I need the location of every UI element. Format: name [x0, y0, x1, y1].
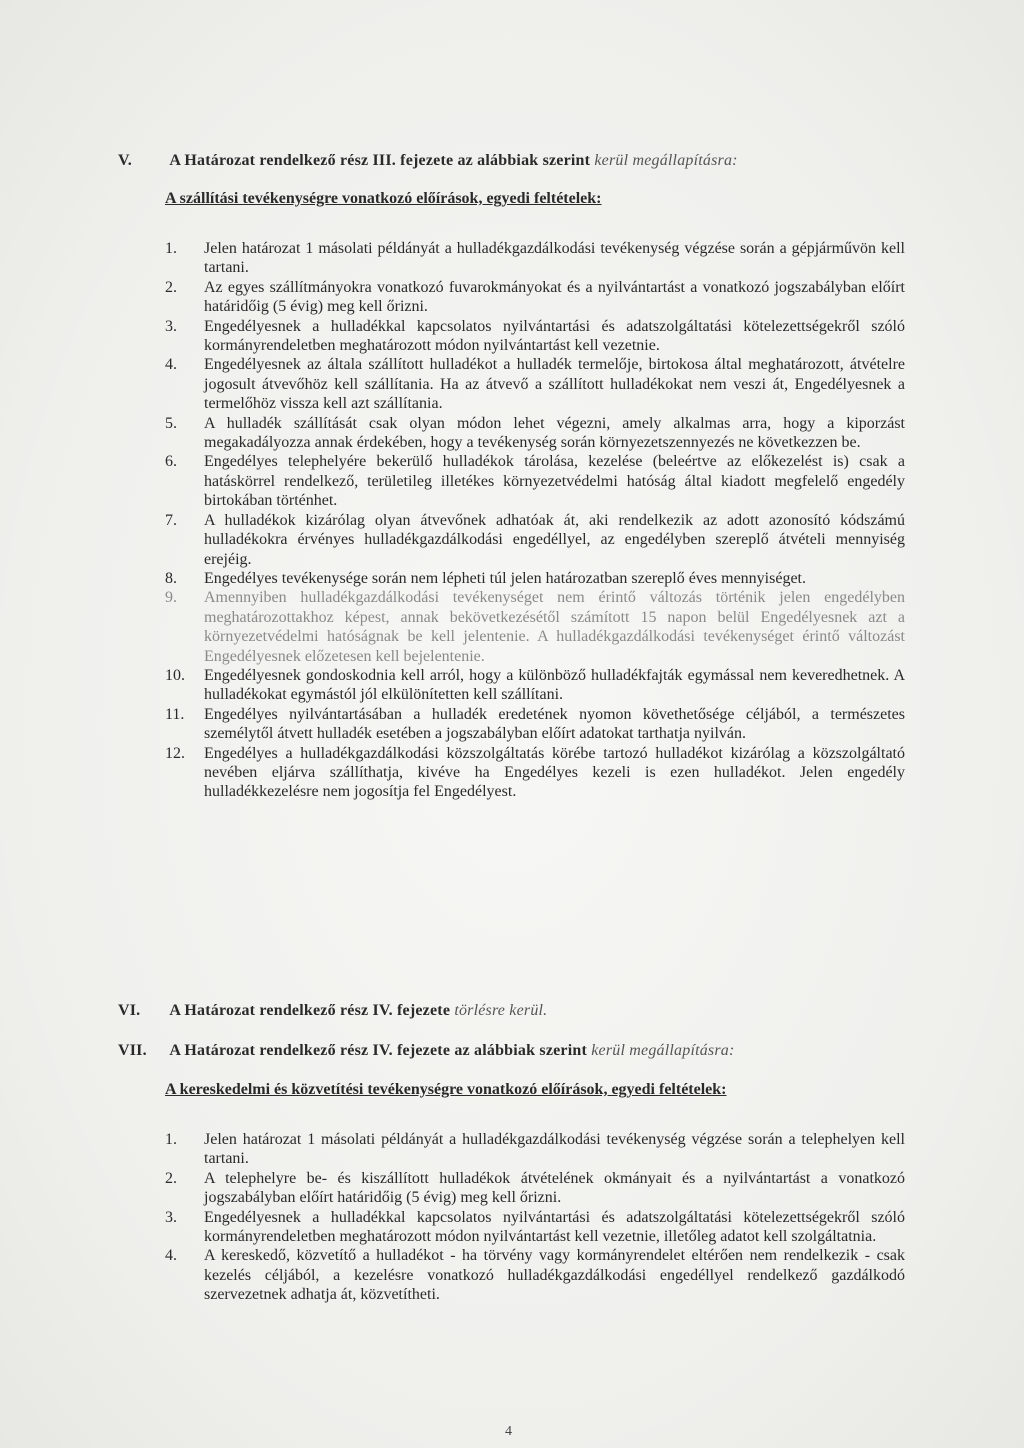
item-number: 3. — [165, 317, 177, 335]
item-number: 4. — [165, 356, 177, 374]
item-number: 8. — [165, 569, 177, 587]
list-item — [165, 278, 905, 317]
section-v-title: A Határozat rendelkező rész III. fejezete az alábbiak szerint — [169, 152, 591, 169]
item-text: Engedélyes tevékenysége során nem lépheti túl jelen határozatban szereplő éves mennyiséget. — [204, 569, 806, 587]
list-item — [165, 414, 905, 453]
item-text: Engedélyes a hulladékgazdálkodási közszolgáltatás körébe tartozó hulladékot kizárólag a közszolgáltató nevében eljárva szállíthatja, kivéve ha Engedélyes kezeli is ezen hulladékot. Jelen engedély hulladékkezelésre nem jogosítja fel Engedélyest. — [204, 744, 905, 801]
item-text: Engedélyes nyilvántartásában a hulladék eredetének nyomon követhetősége céljából, a természetes személytől átvett hulladék esetében a jogszabályban előírt adatokat tarthatja nyilván. — [204, 705, 905, 743]
item-text: Engedélyesnek gondoskodnia kell arról, hogy a különböző hulladékfajták egymással nem keveredhetnek. A hulladékokat egymástól jól elkülönítetten kell szállítani. — [204, 666, 905, 704]
item-text: Jelen határozat 1 másolati példányát a hulladékgazdálkodási tevékenység végzése során a gépjárművön kell tartani. — [204, 240, 905, 277]
item-text: A telephelyre be- és kiszállított hulladékok átvételének okmányait és a nyilvántartást a vonatkozó jogszabályban előírt határidőig (5 évig) meg kell őrizni. — [204, 1169, 905, 1207]
section-v-number: V. — [118, 152, 132, 169]
list-item — [165, 1208, 905, 1247]
list-item — [165, 511, 905, 569]
section-vi-heading — [118, 1002, 918, 1020]
item-number: 5. — [165, 414, 177, 432]
list-item — [165, 1130, 905, 1169]
item-number: 6. — [165, 453, 177, 471]
item-text: A kereskedő, közvetítő a hulladékot - ha törvény vagy kormányrendelet eltérően nem rendelkezik - csak kezelés céljából, a kezelésre vonatkozó hulladékgazdálkodási engedéllyel rendelkező gazdálkodó szervezetnek adhatja át, közvetítheti. — [204, 1247, 905, 1304]
list-item — [165, 666, 905, 705]
section-vi-title: A Határozat rendelkező rész IV. fejezete — [169, 1002, 451, 1019]
item-number: 11. — [165, 705, 185, 723]
item-text: Amennyiben hulladékgazdálkodási tevékenységet nem érintő változás történik jelen engedélyben meghatározottakhoz képest, annak bekövetkezésétől számított 15 napon belül Engedélyesnek azt a környezetvédelmi hatóságnak be kell jelentenie. A hulladékgazdálkodási tevékenységet érintő változást Engedélyesnek előzetesen kell bejelentenie. — [204, 589, 905, 665]
page-number: 4 — [505, 1424, 512, 1439]
item-number: 4. — [165, 1247, 177, 1265]
list-item — [165, 705, 905, 744]
section-vii-suffix: kerül megállapításra: — [591, 1042, 735, 1059]
item-number: 7. — [165, 511, 177, 529]
section-vii-subtitle: A kereskedelmi és közvetítési tevékenységre vonatkozó előírások, egyedi feltételek: — [165, 1081, 727, 1098]
item-number: 2. — [165, 278, 177, 296]
item-text: Engedélyes telephelyére bekerülő hulladékok tárolása, kezelése (beleértve az előkezelést is) csak a hatáskörrel rendelkező, területileg illetékes környezetvédelmi hatóság által kiadott megfelelő engedély birtokában történhet. — [204, 453, 905, 510]
list-item — [165, 317, 905, 356]
item-text: Az egyes szállítmányokra vonatkozó fuvarokmányokat és a nyilvántartást a vonatkozó jogszabályban előírt határidőig (5 évig) meg kell őrizni. — [204, 278, 905, 316]
item-text: Engedélyesnek a hulladékkal kapcsolatos nyilvántartási és adatszolgáltatási kötelezettségekről szóló kormányrendeletben meghatározott módon nyilvántartást kell vezetnie. — [204, 317, 905, 355]
section-v-subtitle: A szállítási tevékenységre vonatkozó előírások, egyedi feltételek: — [165, 190, 602, 207]
item-number: 10. — [165, 666, 185, 684]
section-vii-list — [165, 1130, 905, 1305]
list-item — [165, 355, 905, 413]
section-v-suffix: kerül megállapításra: — [594, 152, 738, 169]
item-number: 9. — [165, 589, 177, 607]
item-text: A hulladék szállítását csak olyan módon lehet végezni, amely alkalmas arra, hogy a kiporzást megakadályozza annak érdekében, hogy a tevékenység során környezetszennyezés ne következzen be. — [204, 414, 905, 452]
section-v-heading — [118, 152, 918, 170]
item-text: Engedélyesnek a hulladékkal kapcsolatos nyilvántartási és adatszolgáltatási kötelezettségekről szóló kormányrendeletben meghatározott módon nyilvántartást kell vezetnie, illetőleg adatot kell szolgáltatnia. — [204, 1208, 905, 1246]
list-item — [165, 239, 905, 278]
section-vi-suffix: törlésre kerül. — [454, 1002, 548, 1019]
list-item — [165, 452, 905, 510]
list-item — [165, 744, 905, 802]
item-text: A hulladékok kizárólag olyan átvevőnek adhatóak át, aki rendelkezik az adott azonosító kódszámú hulladékokra érvényes hulladékgazdálkodási engedéllyel, az engedélyben szereplő átvételi mennyiség erejéig. — [204, 511, 905, 568]
list-item — [165, 1169, 905, 1208]
item-number: 1. — [165, 240, 177, 257]
item-number: 3. — [165, 1208, 177, 1226]
item-number: 12. — [165, 744, 185, 762]
section-vii-title: A Határozat rendelkező rész IV. fejezete az alábbiak szerint — [169, 1042, 588, 1059]
item-text: Engedélyesnek az általa szállított hulladékot a hulladék termelője, birtokosa által meghatározott, átvételre jogosult átvevőhöz kell szállítania. Ha az átvevő a szállított hulladékokat nem veszi át, Engedélyesnek a termelőhöz vissza kell azt szállítania. — [204, 356, 905, 413]
list-item — [165, 569, 905, 588]
section-v-list — [165, 239, 905, 802]
section-vii-number: VII. — [118, 1042, 147, 1059]
list-item — [165, 588, 905, 666]
list-item — [165, 1246, 905, 1304]
item-number: 2. — [165, 1169, 177, 1187]
section-vii-heading — [118, 1042, 918, 1060]
section-vi-number: VI. — [118, 1002, 141, 1019]
item-text: Jelen határozat 1 másolati példányát a hulladékgazdálkodási tevékenység végzése során a telephelyen kell tartani. — [204, 1131, 905, 1168]
item-number: 1. — [165, 1131, 177, 1148]
